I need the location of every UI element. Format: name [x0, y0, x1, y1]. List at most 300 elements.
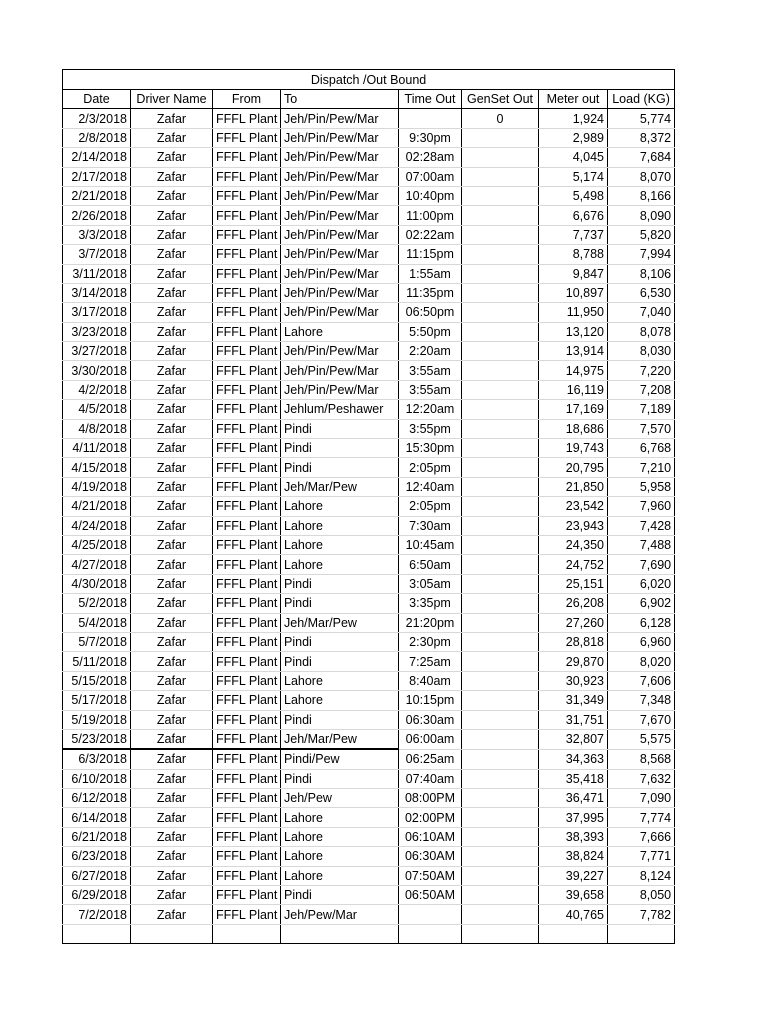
cell-meter-out: 14,975	[539, 361, 608, 380]
cell-meter-out: 16,119	[539, 380, 608, 399]
table-row	[63, 109, 675, 128]
cell-to: Jeh/Pin/Pew/Mar	[281, 109, 399, 128]
cell-load-kg: 8,568	[608, 749, 675, 769]
cell-date: 4/15/2018	[63, 458, 131, 477]
cell-to: Jeh/Mar/Pew	[281, 729, 399, 749]
cell-driver-name: Zafar	[131, 419, 213, 438]
cell-load-kg: 6,020	[608, 574, 675, 593]
cell-genset-out	[462, 555, 539, 574]
cell-to: Pindi	[281, 594, 399, 613]
cell-meter-out: 13,914	[539, 342, 608, 361]
cell-meter-out: 1,924	[539, 109, 608, 128]
cell-time-out: 07:50AM	[399, 866, 462, 885]
cell-date: 4/30/2018	[63, 574, 131, 593]
cell-time-out: 8:40am	[399, 671, 462, 690]
cell-driver-name: Zafar	[131, 905, 213, 924]
cell-driver-name: Zafar	[131, 303, 213, 322]
cell-load-kg: 6,902	[608, 594, 675, 613]
cell-date: 4/25/2018	[63, 535, 131, 554]
cell-date: 5/2/2018	[63, 594, 131, 613]
cell-time-out: 10:40pm	[399, 186, 462, 205]
cell-to: Pindi/Pew	[281, 749, 399, 769]
cell-to: Lahore	[281, 322, 399, 341]
cell-date: 6/27/2018	[63, 866, 131, 885]
cell-load-kg: 8,020	[608, 652, 675, 671]
cell-genset-out	[462, 361, 539, 380]
cell-meter-out: 36,471	[539, 789, 608, 808]
table-row	[63, 186, 675, 205]
cell-driver-name: Zafar	[131, 225, 213, 244]
cell-meter-out: 23,542	[539, 497, 608, 516]
cell-genset-out	[462, 264, 539, 283]
cell-meter-out: 32,807	[539, 729, 608, 749]
cell-genset-out: 0	[462, 109, 539, 128]
cell-meter-out: 23,943	[539, 516, 608, 535]
cell-to: Jeh/Pin/Pew/Mar	[281, 303, 399, 322]
cell-from: FFFL Plant	[213, 886, 281, 905]
cell-time-out: 06:10AM	[399, 827, 462, 846]
cell-driver-name: Zafar	[131, 439, 213, 458]
cell-genset-out	[462, 245, 539, 264]
cell-date: 5/23/2018	[63, 729, 131, 749]
cell-date: 2/14/2018	[63, 148, 131, 167]
table-row	[63, 691, 675, 710]
cell-meter-out: 18,686	[539, 419, 608, 438]
cell-to: Jeh/Pew	[281, 789, 399, 808]
cell-genset-out	[462, 439, 539, 458]
cell-driver-name: Zafar	[131, 535, 213, 554]
cell-load-kg: 7,570	[608, 419, 675, 438]
cell-driver-name: Zafar	[131, 808, 213, 827]
cell-to: Lahore	[281, 866, 399, 885]
cell-meter-out: 38,393	[539, 827, 608, 846]
cell-date: 6/23/2018	[63, 847, 131, 866]
table-row	[63, 827, 675, 846]
cell-driver-name: Zafar	[131, 574, 213, 593]
cell-load-kg: 8,078	[608, 322, 675, 341]
cell-time-out: 06:50AM	[399, 886, 462, 905]
cell-genset-out	[462, 342, 539, 361]
cell-time-out: 12:20am	[399, 400, 462, 419]
cell-driver-name: Zafar	[131, 148, 213, 167]
cell-time-out: 21:20pm	[399, 613, 462, 632]
table-row	[63, 380, 675, 399]
cell-genset-out	[462, 632, 539, 651]
empty-cell	[213, 924, 281, 943]
table-row	[63, 419, 675, 438]
cell-to: Lahore	[281, 516, 399, 535]
cell-genset-out	[462, 574, 539, 593]
cell-date: 4/8/2018	[63, 419, 131, 438]
cell-genset-out	[462, 458, 539, 477]
table-row	[63, 477, 675, 496]
cell-load-kg: 7,666	[608, 827, 675, 846]
cell-genset-out	[462, 148, 539, 167]
cell-from: FFFL Plant	[213, 109, 281, 128]
table-row	[63, 535, 675, 554]
cell-meter-out: 2,989	[539, 128, 608, 147]
table-row	[63, 808, 675, 827]
cell-driver-name: Zafar	[131, 886, 213, 905]
cell-to: Lahore	[281, 671, 399, 690]
cell-from: FFFL Plant	[213, 128, 281, 147]
cell-to: Lahore	[281, 808, 399, 827]
cell-to: Pindi	[281, 458, 399, 477]
cell-meter-out: 24,350	[539, 535, 608, 554]
cell-date: 3/30/2018	[63, 361, 131, 380]
cell-load-kg: 7,684	[608, 148, 675, 167]
table-row	[63, 458, 675, 477]
cell-load-kg: 7,220	[608, 361, 675, 380]
cell-from: FFFL Plant	[213, 477, 281, 496]
cell-meter-out: 26,208	[539, 594, 608, 613]
empty-cell	[131, 924, 213, 943]
cell-meter-out: 35,418	[539, 769, 608, 788]
cell-from: FFFL Plant	[213, 632, 281, 651]
header-meter-out: Meter out	[539, 90, 608, 109]
cell-driver-name: Zafar	[131, 691, 213, 710]
cell-date: 2/17/2018	[63, 167, 131, 186]
cell-load-kg: 7,774	[608, 808, 675, 827]
cell-driver-name: Zafar	[131, 847, 213, 866]
cell-date: 6/12/2018	[63, 789, 131, 808]
cell-to: Lahore	[281, 847, 399, 866]
cell-driver-name: Zafar	[131, 322, 213, 341]
cell-genset-out	[462, 905, 539, 924]
table-body	[63, 109, 675, 943]
cell-from: FFFL Plant	[213, 186, 281, 205]
cell-date: 2/3/2018	[63, 109, 131, 128]
cell-date: 4/11/2018	[63, 439, 131, 458]
cell-meter-out: 11,950	[539, 303, 608, 322]
cell-to: Lahore	[281, 555, 399, 574]
cell-driver-name: Zafar	[131, 245, 213, 264]
cell-genset-out	[462, 613, 539, 632]
cell-load-kg: 8,070	[608, 167, 675, 186]
cell-from: FFFL Plant	[213, 148, 281, 167]
cell-time-out: 11:15pm	[399, 245, 462, 264]
cell-from: FFFL Plant	[213, 652, 281, 671]
cell-from: FFFL Plant	[213, 769, 281, 788]
cell-to: Jeh/Mar/Pew	[281, 477, 399, 496]
cell-from: FFFL Plant	[213, 729, 281, 749]
cell-time-out: 11:35pm	[399, 283, 462, 302]
cell-to: Jeh/Pin/Pew/Mar	[281, 380, 399, 399]
cell-date: 6/3/2018	[63, 749, 131, 769]
cell-meter-out: 29,870	[539, 652, 608, 671]
header-to: To	[281, 90, 399, 109]
table-row	[63, 400, 675, 419]
cell-driver-name: Zafar	[131, 342, 213, 361]
cell-time-out: 11:00pm	[399, 206, 462, 225]
cell-time-out: 2:05pm	[399, 458, 462, 477]
cell-from: FFFL Plant	[213, 789, 281, 808]
cell-time-out: 3:55am	[399, 361, 462, 380]
cell-from: FFFL Plant	[213, 283, 281, 302]
cell-meter-out: 37,995	[539, 808, 608, 827]
cell-time-out: 10:15pm	[399, 691, 462, 710]
cell-from: FFFL Plant	[213, 225, 281, 244]
cell-to: Jehlum/Peshawer	[281, 400, 399, 419]
cell-genset-out	[462, 594, 539, 613]
cell-genset-out	[462, 497, 539, 516]
cell-load-kg: 5,575	[608, 729, 675, 749]
cell-date: 5/4/2018	[63, 613, 131, 632]
cell-genset-out	[462, 128, 539, 147]
cell-genset-out	[462, 789, 539, 808]
cell-meter-out: 31,349	[539, 691, 608, 710]
cell-to: Pindi	[281, 632, 399, 651]
cell-from: FFFL Plant	[213, 206, 281, 225]
cell-meter-out: 39,658	[539, 886, 608, 905]
cell-load-kg: 7,690	[608, 555, 675, 574]
cell-load-kg: 7,210	[608, 458, 675, 477]
cell-meter-out: 9,847	[539, 264, 608, 283]
cell-load-kg: 7,632	[608, 769, 675, 788]
cell-genset-out	[462, 303, 539, 322]
table-row	[63, 652, 675, 671]
cell-to: Lahore	[281, 497, 399, 516]
cell-meter-out: 39,227	[539, 866, 608, 885]
cell-to: Pindi	[281, 652, 399, 671]
cell-load-kg: 6,530	[608, 283, 675, 302]
cell-load-kg: 7,208	[608, 380, 675, 399]
empty-cell	[539, 924, 608, 943]
table-row	[63, 769, 675, 788]
cell-time-out	[399, 109, 462, 128]
empty-cell	[399, 924, 462, 943]
cell-genset-out	[462, 206, 539, 225]
cell-driver-name: Zafar	[131, 652, 213, 671]
cell-load-kg: 5,774	[608, 109, 675, 128]
cell-time-out: 02:00PM	[399, 808, 462, 827]
cell-genset-out	[462, 729, 539, 749]
cell-date: 3/27/2018	[63, 342, 131, 361]
cell-meter-out: 7,737	[539, 225, 608, 244]
cell-load-kg: 7,428	[608, 516, 675, 535]
cell-genset-out	[462, 225, 539, 244]
cell-time-out: 1:55am	[399, 264, 462, 283]
cell-from: FFFL Plant	[213, 555, 281, 574]
cell-meter-out: 40,765	[539, 905, 608, 924]
cell-time-out: 10:45am	[399, 535, 462, 554]
cell-driver-name: Zafar	[131, 671, 213, 690]
cell-driver-name: Zafar	[131, 380, 213, 399]
empty-row	[63, 924, 675, 943]
cell-from: FFFL Plant	[213, 400, 281, 419]
cell-meter-out: 13,120	[539, 322, 608, 341]
cell-date: 3/3/2018	[63, 225, 131, 244]
cell-to: Lahore	[281, 827, 399, 846]
cell-load-kg: 7,994	[608, 245, 675, 264]
cell-load-kg: 6,128	[608, 613, 675, 632]
table-row	[63, 167, 675, 186]
cell-meter-out: 28,818	[539, 632, 608, 651]
cell-driver-name: Zafar	[131, 264, 213, 283]
cell-meter-out: 20,795	[539, 458, 608, 477]
table-row	[63, 148, 675, 167]
header-genset-out: GenSet Out	[462, 90, 539, 109]
cell-meter-out: 30,923	[539, 671, 608, 690]
cell-genset-out	[462, 749, 539, 769]
cell-time-out: 07:00am	[399, 167, 462, 186]
table-row	[63, 886, 675, 905]
table-row	[63, 303, 675, 322]
cell-time-out: 06:25am	[399, 749, 462, 769]
table-row	[63, 342, 675, 361]
cell-driver-name: Zafar	[131, 361, 213, 380]
cell-load-kg: 7,782	[608, 905, 675, 924]
cell-time-out: 3:55pm	[399, 419, 462, 438]
cell-driver-name: Zafar	[131, 458, 213, 477]
cell-driver-name: Zafar	[131, 497, 213, 516]
cell-from: FFFL Plant	[213, 671, 281, 690]
header-date: Date	[63, 90, 131, 109]
cell-load-kg: 7,771	[608, 847, 675, 866]
cell-genset-out	[462, 886, 539, 905]
cell-load-kg: 7,960	[608, 497, 675, 516]
table-row	[63, 905, 675, 924]
cell-driver-name: Zafar	[131, 186, 213, 205]
cell-to: Pindi	[281, 439, 399, 458]
cell-driver-name: Zafar	[131, 789, 213, 808]
table-row	[63, 439, 675, 458]
cell-to: Jeh/Pin/Pew/Mar	[281, 206, 399, 225]
cell-from: FFFL Plant	[213, 245, 281, 264]
cell-genset-out	[462, 691, 539, 710]
cell-genset-out	[462, 167, 539, 186]
table-row	[63, 866, 675, 885]
cell-meter-out: 4,045	[539, 148, 608, 167]
cell-from: FFFL Plant	[213, 613, 281, 632]
cell-date: 6/14/2018	[63, 808, 131, 827]
table-row	[63, 264, 675, 283]
cell-to: Jeh/Pin/Pew/Mar	[281, 128, 399, 147]
cell-date: 3/7/2018	[63, 245, 131, 264]
cell-load-kg: 8,090	[608, 206, 675, 225]
table-row	[63, 555, 675, 574]
table-row	[63, 225, 675, 244]
cell-to: Jeh/Pin/Pew/Mar	[281, 361, 399, 380]
cell-from: FFFL Plant	[213, 342, 281, 361]
header-time-out: Time Out	[399, 90, 462, 109]
table-row	[63, 574, 675, 593]
empty-cell	[281, 924, 399, 943]
header-row	[63, 90, 675, 109]
cell-time-out: 07:40am	[399, 769, 462, 788]
cell-genset-out	[462, 186, 539, 205]
table-row	[63, 516, 675, 535]
cell-genset-out	[462, 652, 539, 671]
table-row	[63, 322, 675, 341]
cell-date: 4/21/2018	[63, 497, 131, 516]
cell-from: FFFL Plant	[213, 905, 281, 924]
cell-load-kg: 7,670	[608, 710, 675, 729]
cell-to: Pindi	[281, 574, 399, 593]
cell-load-kg: 8,106	[608, 264, 675, 283]
cell-driver-name: Zafar	[131, 477, 213, 496]
cell-driver-name: Zafar	[131, 613, 213, 632]
title-row	[63, 70, 675, 90]
cell-genset-out	[462, 769, 539, 788]
cell-meter-out: 21,850	[539, 477, 608, 496]
empty-cell	[63, 924, 131, 943]
table-row	[63, 594, 675, 613]
cell-from: FFFL Plant	[213, 167, 281, 186]
cell-meter-out: 8,788	[539, 245, 608, 264]
cell-to: Jeh/Pin/Pew/Mar	[281, 186, 399, 205]
cell-from: FFFL Plant	[213, 691, 281, 710]
cell-load-kg: 7,348	[608, 691, 675, 710]
cell-genset-out	[462, 866, 539, 885]
cell-meter-out: 25,151	[539, 574, 608, 593]
cell-time-out: 15:30pm	[399, 439, 462, 458]
cell-driver-name: Zafar	[131, 769, 213, 788]
cell-genset-out	[462, 419, 539, 438]
cell-driver-name: Zafar	[131, 283, 213, 302]
cell-genset-out	[462, 477, 539, 496]
cell-date: 6/10/2018	[63, 769, 131, 788]
cell-genset-out	[462, 322, 539, 341]
cell-load-kg: 7,606	[608, 671, 675, 690]
table-row	[63, 847, 675, 866]
cell-from: FFFL Plant	[213, 594, 281, 613]
cell-from: FFFL Plant	[213, 380, 281, 399]
cell-time-out: 02:22am	[399, 225, 462, 244]
cell-time-out: 9:30pm	[399, 128, 462, 147]
cell-date: 4/2/2018	[63, 380, 131, 399]
cell-date: 6/29/2018	[63, 886, 131, 905]
cell-from: FFFL Plant	[213, 264, 281, 283]
cell-load-kg: 5,958	[608, 477, 675, 496]
cell-load-kg: 8,124	[608, 866, 675, 885]
cell-from: FFFL Plant	[213, 847, 281, 866]
cell-time-out: 2:05pm	[399, 497, 462, 516]
cell-time-out: 08:00PM	[399, 789, 462, 808]
cell-genset-out	[462, 535, 539, 554]
cell-time-out: 3:05am	[399, 574, 462, 593]
cell-load-kg: 7,189	[608, 400, 675, 419]
cell-date: 2/21/2018	[63, 186, 131, 205]
cell-genset-out	[462, 827, 539, 846]
cell-from: FFFL Plant	[213, 749, 281, 769]
cell-to: Pindi	[281, 419, 399, 438]
cell-driver-name: Zafar	[131, 555, 213, 574]
cell-time-out: 3:55am	[399, 380, 462, 399]
cell-driver-name: Zafar	[131, 128, 213, 147]
cell-genset-out	[462, 671, 539, 690]
cell-from: FFFL Plant	[213, 497, 281, 516]
cell-meter-out: 31,751	[539, 710, 608, 729]
table-row	[63, 710, 675, 729]
header-from: From	[213, 90, 281, 109]
table-row	[63, 283, 675, 302]
cell-genset-out	[462, 283, 539, 302]
cell-date: 5/11/2018	[63, 652, 131, 671]
cell-meter-out: 38,824	[539, 847, 608, 866]
cell-driver-name: Zafar	[131, 866, 213, 885]
cell-time-out: 7:30am	[399, 516, 462, 535]
cell-date: 5/7/2018	[63, 632, 131, 651]
cell-date: 4/24/2018	[63, 516, 131, 535]
cell-date: 7/2/2018	[63, 905, 131, 924]
empty-cell	[462, 924, 539, 943]
cell-genset-out	[462, 380, 539, 399]
cell-meter-out: 17,169	[539, 400, 608, 419]
cell-genset-out	[462, 808, 539, 827]
cell-driver-name: Zafar	[131, 109, 213, 128]
cell-to: Pindi	[281, 769, 399, 788]
